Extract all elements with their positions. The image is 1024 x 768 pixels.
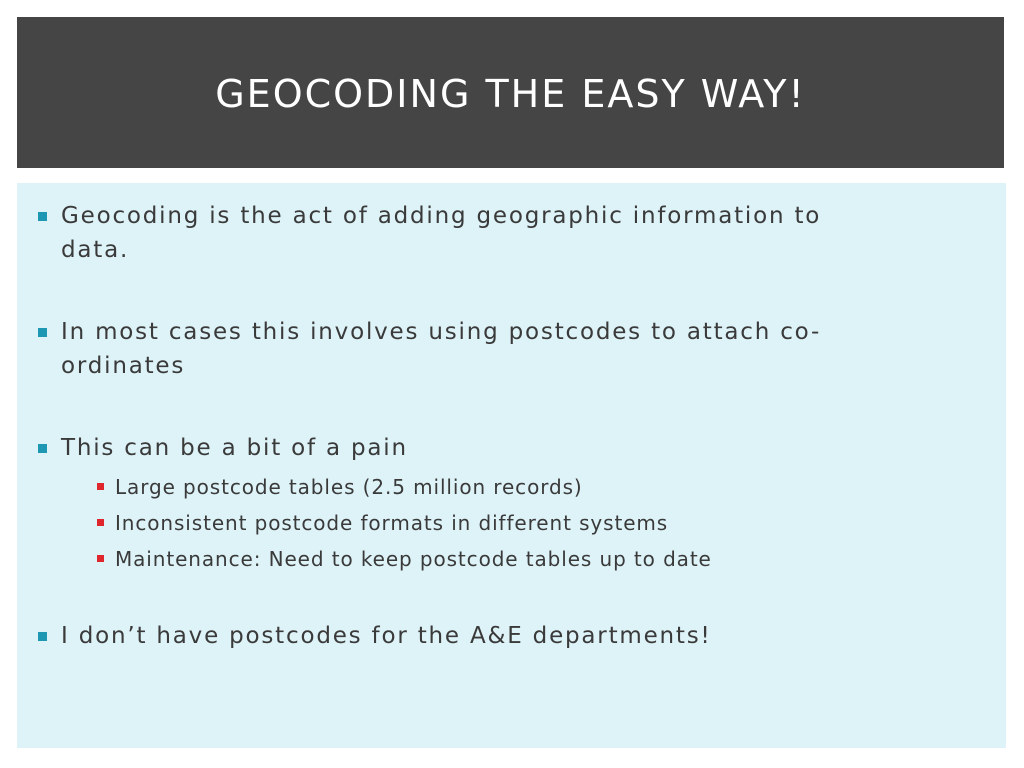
bullet-item bbox=[61, 315, 881, 383]
bullet-text: I don’t have postcodes for the A&E departments! bbox=[61, 623, 712, 649]
sub-bullet-item bbox=[115, 544, 935, 574]
sub-bullet-item bbox=[115, 508, 935, 538]
bullet-text: This can be a bit of a pain bbox=[61, 435, 408, 461]
bullet-text: In most cases this involves using postcodes to attach co-ordinates bbox=[61, 319, 822, 379]
red-square-bullet-icon bbox=[97, 519, 104, 526]
square-bullet-icon bbox=[38, 632, 47, 641]
bullet-item bbox=[61, 431, 881, 465]
sub-bullet-item bbox=[115, 472, 935, 502]
square-bullet-icon bbox=[38, 328, 47, 337]
square-bullet-icon bbox=[38, 444, 47, 453]
sub-bullet-text: Maintenance: Need to keep postcode tables up to date bbox=[115, 547, 712, 571]
sub-bullet-text: Large postcode tables (2.5 million records) bbox=[115, 475, 583, 499]
bullet-text: Geocoding is the act of adding geographic information to data. bbox=[61, 203, 822, 263]
slide-title: GEOCODING THE EASY WAY! bbox=[215, 72, 806, 116]
square-bullet-icon bbox=[38, 212, 47, 221]
title-bar bbox=[17, 17, 1004, 168]
sub-bullet-text: Inconsistent postcode formats in different systems bbox=[115, 511, 669, 535]
bullet-item bbox=[61, 619, 881, 653]
content-area bbox=[17, 183, 1006, 748]
bullet-item bbox=[61, 199, 881, 267]
red-square-bullet-icon bbox=[97, 483, 104, 490]
red-square-bullet-icon bbox=[97, 555, 104, 562]
